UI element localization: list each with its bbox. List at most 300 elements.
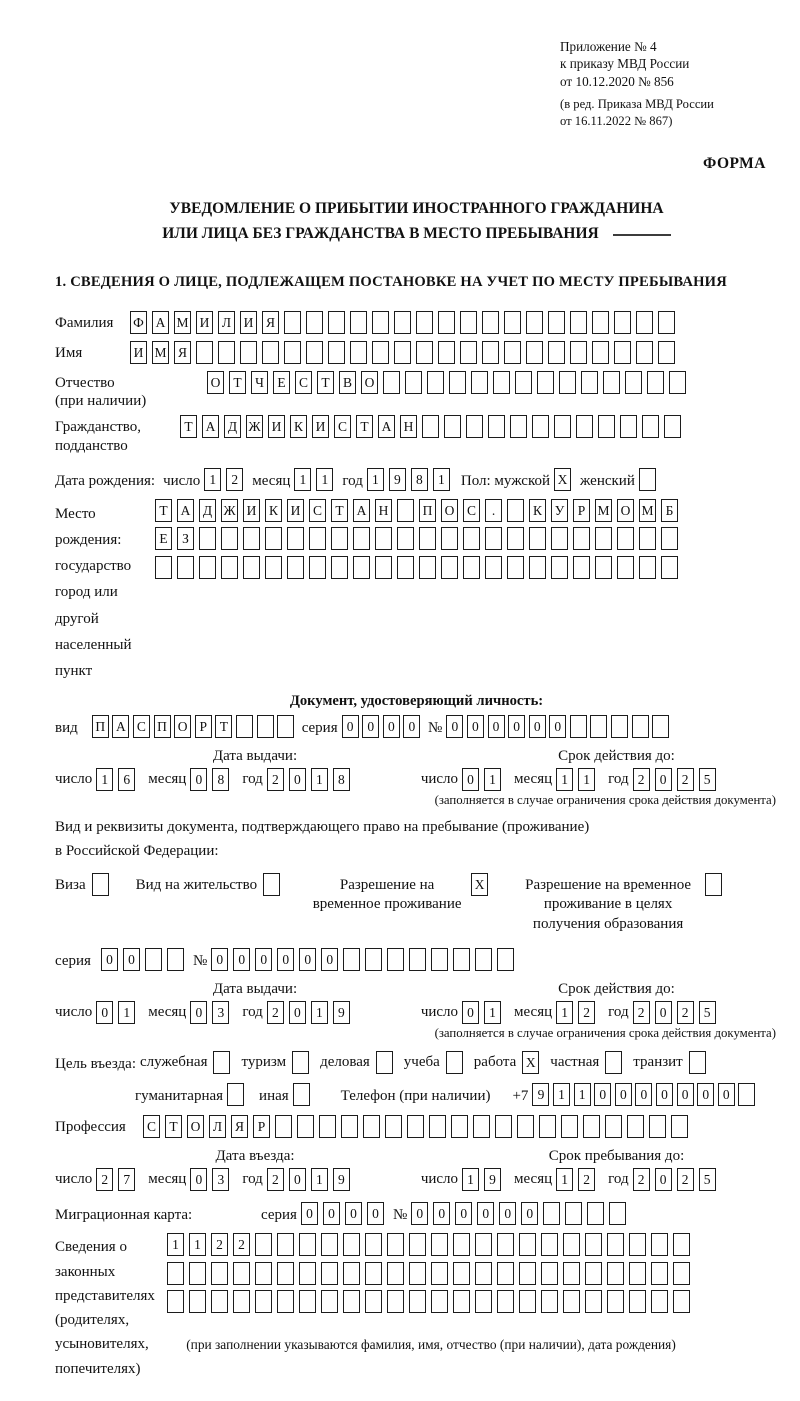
- form-cell[interactable]: 0: [655, 1001, 672, 1024]
- form-cell[interactable]: [287, 556, 304, 579]
- form-cell[interactable]: [639, 556, 656, 579]
- form-cell[interactable]: [409, 1233, 426, 1256]
- form-cell[interactable]: Б: [661, 499, 678, 522]
- form-cell[interactable]: [265, 527, 282, 550]
- form-cell[interactable]: [372, 311, 389, 334]
- form-cell[interactable]: [595, 556, 612, 579]
- form-cell[interactable]: [394, 341, 411, 364]
- form-cell[interactable]: М: [595, 499, 612, 522]
- form-cell[interactable]: 2: [233, 1233, 250, 1256]
- form-cell[interactable]: 0: [697, 1083, 714, 1106]
- form-cell[interactable]: 1: [433, 468, 450, 491]
- form-cell[interactable]: [431, 1262, 448, 1285]
- form-cell[interactable]: [343, 1290, 360, 1313]
- form-cell[interactable]: [405, 371, 422, 394]
- form-cell[interactable]: [306, 311, 323, 334]
- form-cell[interactable]: [475, 1262, 492, 1285]
- form-cell[interactable]: [409, 1262, 426, 1285]
- form-cell[interactable]: [453, 948, 470, 971]
- form-cell[interactable]: 0: [101, 948, 118, 971]
- form-cell[interactable]: 0: [277, 948, 294, 971]
- form-cell[interactable]: [431, 948, 448, 971]
- form-cell[interactable]: А: [202, 415, 219, 438]
- form-cell[interactable]: Я: [231, 1115, 248, 1138]
- form-cell[interactable]: [394, 311, 411, 334]
- form-cell[interactable]: 2: [211, 1233, 228, 1256]
- form-cell[interactable]: [510, 415, 527, 438]
- form-cell[interactable]: Я: [262, 311, 279, 334]
- form-cell[interactable]: Р: [253, 1115, 270, 1138]
- form-cell[interactable]: [576, 415, 593, 438]
- form-cell[interactable]: [529, 556, 546, 579]
- form-cell[interactable]: 0: [289, 768, 306, 791]
- form-cell[interactable]: 0: [433, 1202, 450, 1225]
- form-cell[interactable]: [636, 341, 653, 364]
- form-cell[interactable]: [629, 1262, 646, 1285]
- form-cell[interactable]: [145, 948, 162, 971]
- form-cell[interactable]: [598, 415, 615, 438]
- form-cell[interactable]: М: [174, 311, 191, 334]
- form-cell[interactable]: [211, 1290, 228, 1313]
- form-cell[interactable]: К: [290, 415, 307, 438]
- form-cell[interactable]: Е: [155, 527, 172, 550]
- form-cell[interactable]: [632, 715, 649, 738]
- form-cell[interactable]: [466, 415, 483, 438]
- form-cell[interactable]: [519, 1290, 536, 1313]
- form-cell[interactable]: [196, 341, 213, 364]
- form-cell[interactable]: [321, 1290, 338, 1313]
- form-cell[interactable]: [590, 715, 607, 738]
- form-cell[interactable]: С: [295, 371, 312, 394]
- form-cell[interactable]: 0: [289, 1001, 306, 1024]
- form-cell[interactable]: 0: [718, 1083, 735, 1106]
- form-cell[interactable]: 1: [553, 1083, 570, 1106]
- form-cell[interactable]: [293, 1083, 310, 1106]
- form-cell[interactable]: Т: [229, 371, 246, 394]
- form-cell[interactable]: 2: [677, 1168, 694, 1191]
- form-cell[interactable]: [565, 1202, 582, 1225]
- form-cell[interactable]: [441, 527, 458, 550]
- form-cell[interactable]: .: [485, 499, 502, 522]
- form-cell[interactable]: [416, 341, 433, 364]
- form-cell[interactable]: [353, 527, 370, 550]
- form-cell[interactable]: [277, 715, 294, 738]
- form-cell[interactable]: [409, 948, 426, 971]
- form-cell[interactable]: [387, 1262, 404, 1285]
- form-cell[interactable]: [167, 1262, 184, 1285]
- form-cell[interactable]: [607, 1262, 624, 1285]
- form-cell[interactable]: [519, 1233, 536, 1256]
- form-cell[interactable]: [309, 527, 326, 550]
- form-cell[interactable]: [504, 341, 521, 364]
- form-cell[interactable]: [592, 311, 609, 334]
- form-cell[interactable]: 2: [578, 1168, 595, 1191]
- form-cell[interactable]: Р: [573, 499, 590, 522]
- form-cell[interactable]: 0: [289, 1168, 306, 1191]
- form-cell[interactable]: [664, 415, 681, 438]
- form-cell[interactable]: 1: [484, 1001, 501, 1024]
- form-cell[interactable]: 0: [462, 1001, 479, 1024]
- form-cell[interactable]: [227, 1083, 244, 1106]
- form-cell[interactable]: [611, 715, 628, 738]
- form-cell[interactable]: [277, 1262, 294, 1285]
- form-cell[interactable]: [673, 1233, 690, 1256]
- form-cell[interactable]: К: [265, 499, 282, 522]
- form-cell[interactable]: [570, 715, 587, 738]
- form-cell[interactable]: [262, 341, 279, 364]
- form-cell[interactable]: [629, 1290, 646, 1313]
- form-cell[interactable]: [243, 556, 260, 579]
- form-cell[interactable]: 1: [311, 1001, 328, 1024]
- form-cell[interactable]: 5: [699, 1168, 716, 1191]
- form-cell[interactable]: [255, 1262, 272, 1285]
- form-cell[interactable]: [519, 1262, 536, 1285]
- form-cell[interactable]: 9: [333, 1168, 350, 1191]
- form-cell[interactable]: [407, 1115, 424, 1138]
- form-cell[interactable]: [642, 415, 659, 438]
- form-cell[interactable]: [277, 1290, 294, 1313]
- form-cell[interactable]: [385, 1115, 402, 1138]
- form-cell[interactable]: 2: [578, 1001, 595, 1024]
- form-cell[interactable]: И: [243, 499, 260, 522]
- form-cell[interactable]: 3: [212, 1001, 229, 1024]
- form-cell[interactable]: 0: [655, 768, 672, 791]
- form-cell[interactable]: 1: [96, 768, 113, 791]
- form-cell[interactable]: 1: [316, 468, 333, 491]
- form-cell[interactable]: 9: [333, 1001, 350, 1024]
- form-cell[interactable]: 2: [677, 768, 694, 791]
- form-cell[interactable]: [471, 371, 488, 394]
- form-cell[interactable]: [475, 1290, 492, 1313]
- form-cell[interactable]: [639, 527, 656, 550]
- form-cell[interactable]: 2: [633, 1001, 650, 1024]
- form-cell[interactable]: 0: [467, 715, 484, 738]
- form-cell[interactable]: [321, 1233, 338, 1256]
- form-cell[interactable]: [573, 527, 590, 550]
- form-cell[interactable]: 1: [189, 1233, 206, 1256]
- form-cell[interactable]: [409, 1290, 426, 1313]
- form-cell[interactable]: И: [130, 341, 147, 364]
- form-cell[interactable]: [438, 341, 455, 364]
- form-cell[interactable]: [614, 341, 631, 364]
- form-cell[interactable]: 0: [299, 948, 316, 971]
- form-cell[interactable]: Н: [375, 499, 392, 522]
- form-cell[interactable]: Т: [155, 499, 172, 522]
- form-cell[interactable]: 0: [446, 715, 463, 738]
- form-cell[interactable]: 0: [362, 715, 379, 738]
- form-cell[interactable]: [299, 1262, 316, 1285]
- form-cell[interactable]: [328, 311, 345, 334]
- form-cell[interactable]: 0: [233, 948, 250, 971]
- form-cell[interactable]: [331, 527, 348, 550]
- form-cell[interactable]: [365, 948, 382, 971]
- form-cell[interactable]: [321, 1262, 338, 1285]
- form-cell[interactable]: М: [639, 499, 656, 522]
- form-cell[interactable]: О: [441, 499, 458, 522]
- form-cell[interactable]: [541, 1262, 558, 1285]
- form-cell[interactable]: 2: [677, 1001, 694, 1024]
- form-cell[interactable]: [485, 527, 502, 550]
- form-cell[interactable]: 0: [323, 1202, 340, 1225]
- form-cell[interactable]: 1: [578, 768, 595, 791]
- form-cell[interactable]: 0: [488, 715, 505, 738]
- form-cell[interactable]: [284, 341, 301, 364]
- form-cell[interactable]: [507, 499, 524, 522]
- form-cell[interactable]: [451, 1115, 468, 1138]
- form-cell[interactable]: [738, 1083, 755, 1106]
- form-cell[interactable]: [592, 341, 609, 364]
- form-cell[interactable]: [309, 556, 326, 579]
- form-cell[interactable]: [585, 1233, 602, 1256]
- form-cell[interactable]: [551, 556, 568, 579]
- form-cell[interactable]: 0: [211, 948, 228, 971]
- form-cell[interactable]: 2: [267, 1168, 284, 1191]
- form-cell[interactable]: 0: [594, 1083, 611, 1106]
- form-cell[interactable]: [548, 311, 565, 334]
- form-cell[interactable]: 1: [367, 468, 384, 491]
- form-cell[interactable]: 0: [655, 1168, 672, 1191]
- form-cell[interactable]: 1: [484, 768, 501, 791]
- form-cell[interactable]: [529, 527, 546, 550]
- form-cell[interactable]: [372, 341, 389, 364]
- form-cell[interactable]: [233, 1262, 250, 1285]
- form-cell[interactable]: С: [309, 499, 326, 522]
- form-cell[interactable]: [189, 1262, 206, 1285]
- form-cell[interactable]: [353, 556, 370, 579]
- form-cell[interactable]: [583, 1115, 600, 1138]
- form-cell[interactable]: О: [187, 1115, 204, 1138]
- form-cell[interactable]: [585, 1262, 602, 1285]
- form-cell[interactable]: [363, 1115, 380, 1138]
- form-cell[interactable]: [673, 1290, 690, 1313]
- form-cell[interactable]: [543, 1202, 560, 1225]
- form-cell[interactable]: [541, 1290, 558, 1313]
- form-cell[interactable]: [669, 371, 686, 394]
- form-cell[interactable]: 8: [212, 768, 229, 791]
- form-cell[interactable]: 9: [484, 1168, 501, 1191]
- form-cell[interactable]: [482, 341, 499, 364]
- form-cell[interactable]: [431, 1233, 448, 1256]
- form-cell[interactable]: 7: [118, 1168, 135, 1191]
- form-cell[interactable]: [199, 556, 216, 579]
- form-cell[interactable]: [473, 1115, 490, 1138]
- form-cell[interactable]: 2: [633, 768, 650, 791]
- form-cell[interactable]: [603, 371, 620, 394]
- form-cell[interactable]: Ж: [221, 499, 238, 522]
- form-cell[interactable]: [504, 311, 521, 334]
- form-cell[interactable]: И: [240, 311, 257, 334]
- form-cell[interactable]: [199, 527, 216, 550]
- form-cell[interactable]: 3: [212, 1168, 229, 1191]
- form-cell[interactable]: [517, 1115, 534, 1138]
- form-cell[interactable]: [306, 341, 323, 364]
- form-cell[interactable]: X: [554, 468, 571, 491]
- form-cell[interactable]: А: [353, 499, 370, 522]
- form-cell[interactable]: С: [334, 415, 351, 438]
- form-cell[interactable]: [563, 1233, 580, 1256]
- form-cell[interactable]: 0: [345, 1202, 362, 1225]
- form-cell[interactable]: [570, 311, 587, 334]
- form-cell[interactable]: [563, 1290, 580, 1313]
- form-cell[interactable]: [563, 1262, 580, 1285]
- form-cell[interactable]: [573, 556, 590, 579]
- form-cell[interactable]: Т: [180, 415, 197, 438]
- form-cell[interactable]: [526, 311, 543, 334]
- form-cell[interactable]: [639, 468, 656, 491]
- form-cell[interactable]: [497, 1290, 514, 1313]
- form-cell[interactable]: 1: [294, 468, 311, 491]
- form-cell[interactable]: [221, 527, 238, 550]
- form-cell[interactable]: Н: [400, 415, 417, 438]
- form-cell[interactable]: [446, 1051, 463, 1074]
- form-cell[interactable]: [365, 1262, 382, 1285]
- form-cell[interactable]: [587, 1202, 604, 1225]
- form-cell[interactable]: И: [268, 415, 285, 438]
- form-cell[interactable]: [614, 311, 631, 334]
- form-cell[interactable]: [284, 311, 301, 334]
- form-cell[interactable]: 0: [615, 1083, 632, 1106]
- form-cell[interactable]: 1: [167, 1233, 184, 1256]
- form-cell[interactable]: [343, 948, 360, 971]
- form-cell[interactable]: [475, 948, 492, 971]
- form-cell[interactable]: [438, 311, 455, 334]
- form-cell[interactable]: 2: [226, 468, 243, 491]
- form-cell[interactable]: [507, 527, 524, 550]
- form-cell[interactable]: [561, 1115, 578, 1138]
- form-cell[interactable]: [651, 1262, 668, 1285]
- form-cell[interactable]: [255, 1233, 272, 1256]
- form-cell[interactable]: [240, 341, 257, 364]
- form-cell[interactable]: [341, 1115, 358, 1138]
- form-cell[interactable]: [297, 1115, 314, 1138]
- form-cell[interactable]: [375, 527, 392, 550]
- form-cell[interactable]: [416, 311, 433, 334]
- form-cell[interactable]: [595, 527, 612, 550]
- form-cell[interactable]: [570, 341, 587, 364]
- form-cell[interactable]: [218, 341, 235, 364]
- form-cell[interactable]: [431, 1290, 448, 1313]
- form-cell[interactable]: [233, 1290, 250, 1313]
- form-cell[interactable]: [551, 527, 568, 550]
- form-cell[interactable]: [495, 1115, 512, 1138]
- form-cell[interactable]: 1: [574, 1083, 591, 1106]
- form-cell[interactable]: [453, 1233, 470, 1256]
- form-cell[interactable]: [515, 371, 532, 394]
- form-cell[interactable]: 0: [529, 715, 546, 738]
- form-cell[interactable]: [649, 1115, 666, 1138]
- form-cell[interactable]: [507, 556, 524, 579]
- form-cell[interactable]: [488, 415, 505, 438]
- form-cell[interactable]: И: [287, 499, 304, 522]
- form-cell[interactable]: [460, 311, 477, 334]
- form-cell[interactable]: [429, 1115, 446, 1138]
- form-cell[interactable]: [652, 715, 669, 738]
- form-cell[interactable]: В: [339, 371, 356, 394]
- form-cell[interactable]: [526, 341, 543, 364]
- form-cell[interactable]: [463, 556, 480, 579]
- form-cell[interactable]: [263, 873, 280, 896]
- form-cell[interactable]: Е: [273, 371, 290, 394]
- form-cell[interactable]: 5: [699, 768, 716, 791]
- form-cell[interactable]: [299, 1290, 316, 1313]
- form-cell[interactable]: [658, 311, 675, 334]
- form-cell[interactable]: Ф: [130, 311, 147, 334]
- form-cell[interactable]: [636, 311, 653, 334]
- form-cell[interactable]: 1: [311, 1168, 328, 1191]
- form-cell[interactable]: [585, 1290, 602, 1313]
- form-cell[interactable]: [243, 527, 260, 550]
- form-cell[interactable]: [397, 527, 414, 550]
- form-cell[interactable]: [493, 371, 510, 394]
- form-cell[interactable]: [607, 1233, 624, 1256]
- form-cell[interactable]: П: [92, 715, 109, 738]
- form-cell[interactable]: [211, 1262, 228, 1285]
- form-cell[interactable]: 1: [462, 1168, 479, 1191]
- form-cell[interactable]: 1: [556, 1001, 573, 1024]
- form-cell[interactable]: [167, 948, 184, 971]
- form-cell[interactable]: [375, 556, 392, 579]
- form-cell[interactable]: [444, 415, 461, 438]
- form-cell[interactable]: О: [174, 715, 191, 738]
- form-cell[interactable]: А: [152, 311, 169, 334]
- form-cell[interactable]: [620, 415, 637, 438]
- form-cell[interactable]: [673, 1262, 690, 1285]
- form-cell[interactable]: [221, 556, 238, 579]
- form-cell[interactable]: [705, 873, 722, 896]
- form-cell[interactable]: [651, 1233, 668, 1256]
- form-cell[interactable]: [397, 499, 414, 522]
- form-cell[interactable]: 0: [656, 1083, 673, 1106]
- form-cell[interactable]: С: [143, 1115, 160, 1138]
- form-cell[interactable]: 9: [532, 1083, 549, 1106]
- form-cell[interactable]: 0: [677, 1083, 694, 1106]
- form-cell[interactable]: 2: [633, 1168, 650, 1191]
- form-cell[interactable]: С: [463, 499, 480, 522]
- form-cell[interactable]: Р: [195, 715, 212, 738]
- form-cell[interactable]: [419, 556, 436, 579]
- form-cell[interactable]: 0: [190, 1001, 207, 1024]
- form-cell[interactable]: Л: [209, 1115, 226, 1138]
- form-cell[interactable]: 2: [267, 768, 284, 791]
- form-cell[interactable]: Т: [331, 499, 348, 522]
- form-cell[interactable]: [617, 556, 634, 579]
- form-cell[interactable]: 0: [190, 768, 207, 791]
- form-cell[interactable]: З: [177, 527, 194, 550]
- form-cell[interactable]: [475, 1233, 492, 1256]
- form-cell[interactable]: [365, 1233, 382, 1256]
- form-cell[interactable]: [255, 1290, 272, 1313]
- form-cell[interactable]: 6: [118, 768, 135, 791]
- form-cell[interactable]: [387, 948, 404, 971]
- form-cell[interactable]: 0: [383, 715, 400, 738]
- form-cell[interactable]: 0: [301, 1202, 318, 1225]
- form-cell[interactable]: 0: [635, 1083, 652, 1106]
- form-cell[interactable]: 0: [342, 715, 359, 738]
- form-cell[interactable]: Д: [199, 499, 216, 522]
- form-cell[interactable]: 0: [508, 715, 525, 738]
- form-cell[interactable]: [629, 1233, 646, 1256]
- form-cell[interactable]: [213, 1051, 230, 1074]
- form-cell[interactable]: [497, 948, 514, 971]
- form-cell[interactable]: 8: [333, 768, 350, 791]
- form-cell[interactable]: [422, 415, 439, 438]
- form-cell[interactable]: Ж: [246, 415, 263, 438]
- form-cell[interactable]: [453, 1290, 470, 1313]
- form-cell[interactable]: [497, 1233, 514, 1256]
- form-cell[interactable]: О: [617, 499, 634, 522]
- form-cell[interactable]: 2: [267, 1001, 284, 1024]
- form-cell[interactable]: [627, 1115, 644, 1138]
